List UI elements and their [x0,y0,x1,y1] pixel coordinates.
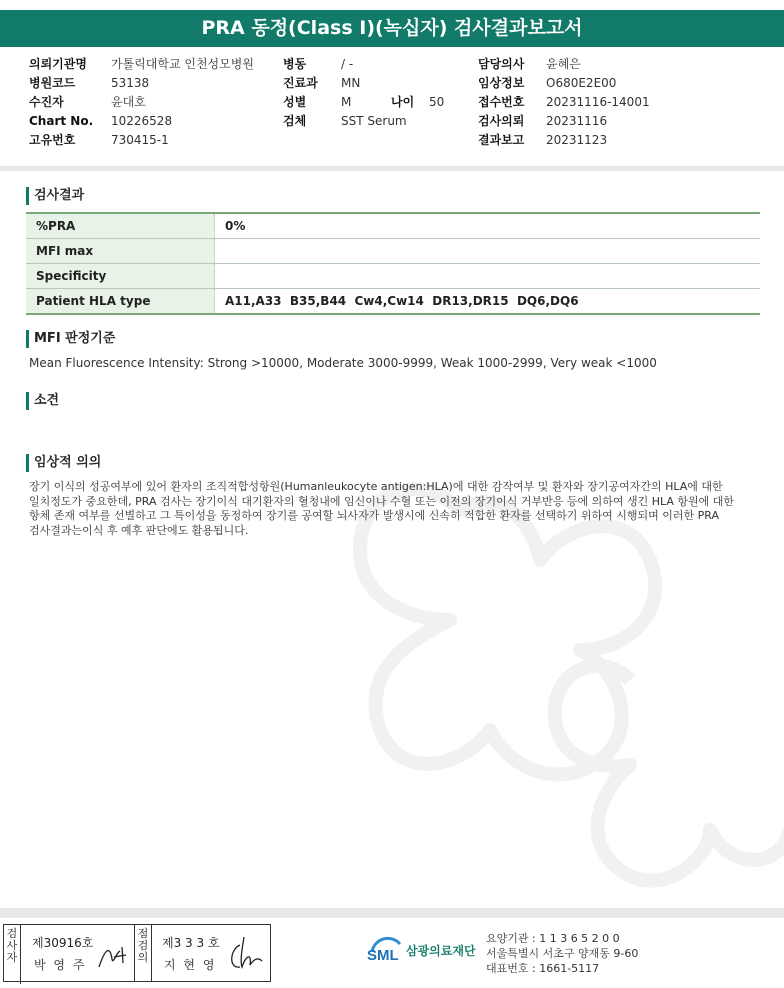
info-label: 접수번호 [478,95,525,109]
footer-divider [0,908,784,918]
patient-info-col1 [29,55,254,150]
table-row [26,213,760,239]
info-label: 고유번호 [29,133,76,147]
checker-name: 지 현 영 [164,958,217,972]
header-divider [0,166,784,171]
tester-signature-icon [96,941,130,971]
info-value: 10226528 [111,114,173,128]
info-label: 의뢰기관명 [29,57,87,71]
tester-label: 검 사 자 [4,925,21,984]
info-value: 가톨릭대학교 인천성모병원 [111,57,254,71]
opinion-section-title: 소견 [26,392,59,410]
age-label: 나이 [391,95,415,109]
tester-name: 박 영 주 [34,958,87,972]
info-label: 수진자 [29,95,64,109]
result-value: A11,A33 B35,B44 Cw4,Cw14 DR13,DR15 DQ6,DQ6 [215,289,761,315]
institution-code: 요양기관 : 1 1 3 6 5 2 0 0 [486,932,620,945]
info-value: 20231123 [546,133,608,147]
info-label: Chart No. [29,114,94,128]
info-label: 성별 [283,95,307,109]
result-value: 0% [215,213,761,239]
info-value: 윤혜은 [546,57,581,71]
info-value: SST Serum [341,114,407,128]
info-value: O680E2E00 [546,76,617,90]
result-label: Patient HLA type [26,289,215,315]
clinical-line: 검사결과는이식 후 예후 판단에도 활용됩니다. [29,523,249,537]
info-value: M [341,95,352,109]
sml-logo-icon [366,930,406,970]
results-section-title: 검사결과 [26,187,84,205]
table-row [26,239,760,264]
clinical-line: 장기 이식의 성공여부에 있어 환자의 조직적합성항원(Humanleukocyte antigen:HLA)에 대한 감작여부 및 환자와 장기공여자간의 HLA에 대한 [29,480,723,493]
info-label: 병동 [283,57,307,71]
info-label: 검체 [283,114,307,128]
info-label: 병원코드 [29,76,76,90]
info-value: 20231116 [546,114,608,128]
info-value: / - [341,57,354,71]
clinical-section-title: 임상적 의의 [26,454,101,472]
info-value: 53138 [111,76,150,90]
info-value: 20231116-14001 [546,95,650,109]
checker-license-no: 제3 3 3 호 [162,936,220,950]
info-label: 진료과 [283,76,318,90]
tester-license-no: 제30916호 [32,936,94,950]
footer-address-block [486,931,638,976]
table-row [26,264,760,289]
result-label: Specificity [26,264,215,289]
result-value [215,264,761,289]
patient-info-col2 [283,55,444,131]
clinical-line: 항체 존재 여부를 선별하고 그 특이성을 동정하여 장기를 공여할 뇌사자가 발생시에 신속히 적합한 환자를 선택하기 위하여 시행되며 이러한 PRA [29,509,719,522]
result-label: MFI max [26,239,215,264]
signature-box [3,924,271,982]
result-label: %PRA [26,213,215,239]
result-value [215,239,761,264]
clinical-text [29,480,749,538]
info-value: MN [341,76,361,90]
results-table [26,212,760,315]
info-label: 임상정보 [478,76,525,90]
checker-label: 점 검 의 [135,925,152,981]
info-label: 검사의뢰 [478,114,525,128]
logo-text: SML [367,947,399,964]
mfi-section-title: MFI 판정기준 [26,330,115,348]
info-value: 730415-1 [111,133,169,147]
age-value: 50 [429,95,445,109]
org-name: 삼광의료재단 [406,944,476,958]
patient-info-col3 [478,55,650,150]
info-label: 결과보고 [478,133,525,147]
clinical-line: 일치정도가 중요한데, PRA 검사는 장기이식 대기환자의 혈청내에 임신이나 수혈 또는 이전의 장기이식 거부반응 등에 의하여 생긴 HLA 항원에 대한 [29,494,735,508]
table-row [26,289,760,315]
info-value: 윤대호 [111,95,146,109]
checker-signature-icon [226,935,266,973]
phone: 대표번호 : 1661-5117 [486,962,600,975]
report-title: PRA 동정(Class I)(녹십자) 검사결과보고서 [0,10,784,47]
info-label: 담당의사 [478,57,525,71]
address: 서울특별시 서초구 양재동 9-60 [486,947,639,960]
mfi-criteria-text: Mean Fluorescence Intensity: Strong >10000, Moderate 3000-9999, Weak 1000-2999, Very weak <1000 [29,356,657,370]
